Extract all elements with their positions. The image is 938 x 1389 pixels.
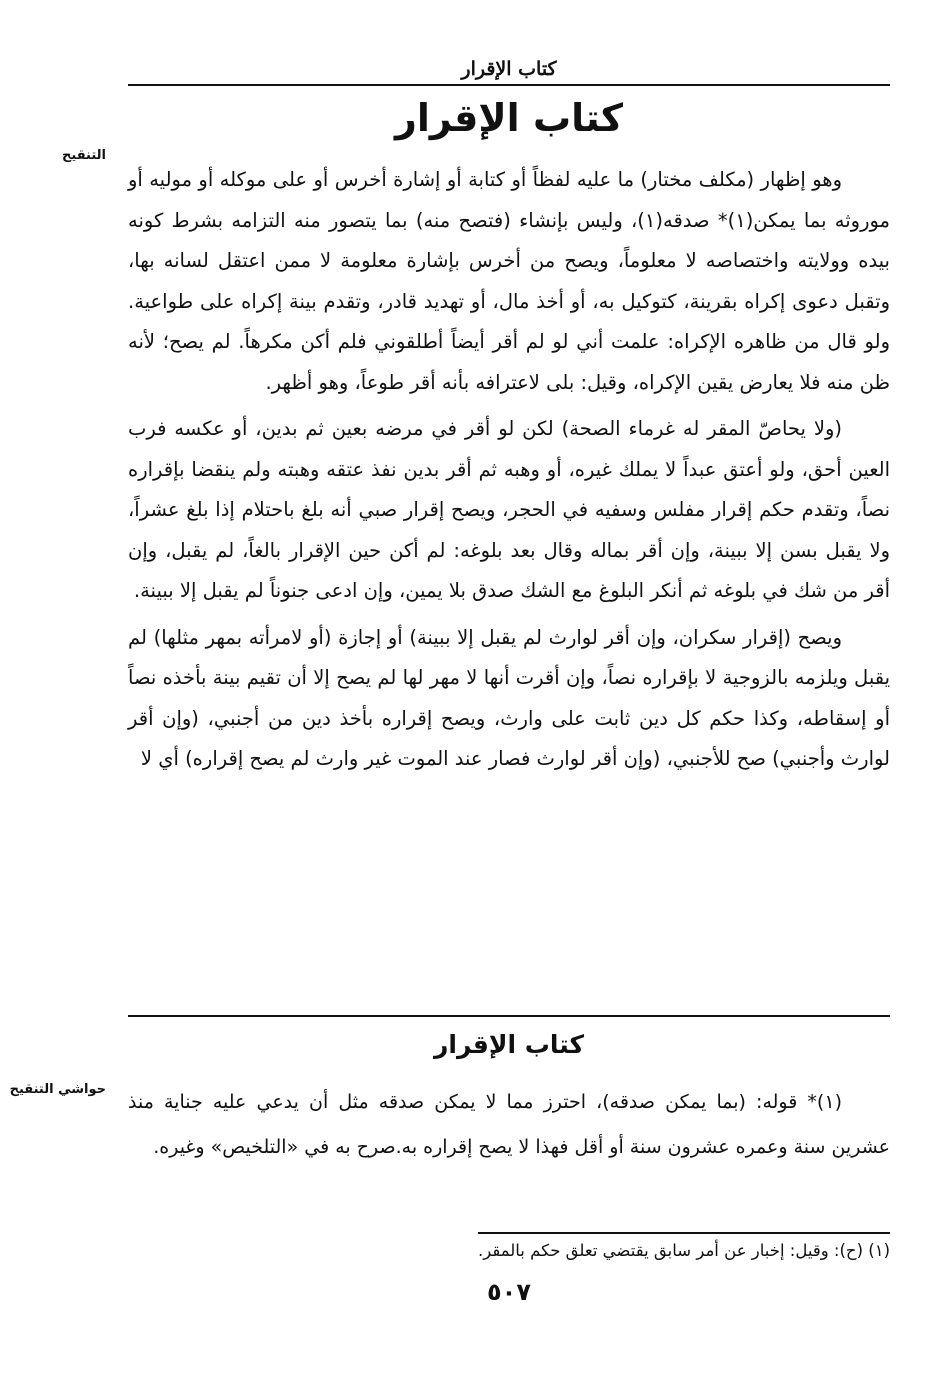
footnote: (١) (ح): وقيل: إخبار عن أمر سابق يقتضي تعلق حكم بالمقر. xyxy=(478,1241,890,1260)
paragraph-1: وهو إظهار (مكلف مختار) ما عليه لفظاً أو كتابة أو إشارة أخرس أو على موكله أو موليه أو موروثه بما يمكن(١)* صدقه(١)، وليس بإنشاء (فتصح منه) بما يتصور منه التزامه بشرط كونه بيده وولايته واختصاصه لا معلوماً، ويصح من أخرس بإشارة معلومة لا ممن اعتقل لسانه بها، وتقبل دعوى إكراه بقرينة، كتوكيل به، أو أخذ مال، أو تهديد قادر، وتقدم بينة إكراه على طواعية. ولو قال من ظاهره الإكراه: علمت أني لو لم أقر أيضاً أطلقوني فلم أكن مكرهاً. لم يصح؛ لأنه ظن منه فلا يعارض يقين الإكراه، وقيل: بلى لاعترافه بأنه أقر طوعاً، وهو أظهر. xyxy=(128,168,891,394)
notes-text xyxy=(128,1080,890,1176)
margin-label-notes: حواشي التنقيح xyxy=(9,1082,106,1097)
notes-paragraph: (١)* قوله: (بما يمكن صدقه)، احترز مما لا يمكن صدقه مثل أن يدعي عليه جناية منذ عشرين سنة وعمره عشرون سنة أو أقل فهذا لا يصح إقراره به.صرح به في «التلخيص» وغيره. xyxy=(128,1091,890,1158)
margin-label-main: التنقيح xyxy=(62,148,106,163)
page-number: ٥٠٧ xyxy=(487,1278,531,1306)
paragraph-3: ويصح (إقرار سكران، وإن أقر لوارث لم يقبل إلا ببينة) أو إجازة (أو لامرأته بمهر مثلها) لم يقبل ويلزمه بالزوجية لا بإقراره نصاً، وإن أقرت أنها لا مهر لها لم يصح إلا أن تقيم بينة بأخذه نصاً أو إسقاطه، وكذا حكم كل دين ثابت على وارث، ويصح إقراره بأخذ دين من أجنبي، (وإن أقر لوارث وأجنبي) صح للأجنبي، (وإن أقر لوارث فصار عند الموت غير وارث لم يصح إقراره) أي لا xyxy=(128,625,890,770)
section-divider xyxy=(128,1015,890,1017)
running-header: كتاب الإقرار xyxy=(461,58,557,80)
header-rule xyxy=(128,84,890,86)
main-text xyxy=(128,160,890,786)
notes-title: كتاب الإقرار xyxy=(433,1030,585,1059)
chapter-title: كتاب الإقرار xyxy=(394,96,624,140)
paragraph-2: (ولا يحاصّ المقر له غرماء الصحة) لكن لو أقر في مرضه بعين ثم بدين، أو عكسه فرب العين أحق، ولو أعتق عبداً لا يملك غيره، أو وهبه ثم أقر بدين نفذ عتقه وهبته ولم ينقضا بإقراره نصاً، وتقدم حكم إقرار مفلس وسفيه في الحجر، ويصح إقرار صبي أنه بلغ باحتلام إذا بلغ عشراً، ولا يقبل بسن إلا ببينة، وإن أقر بماله وقال بعد بلوغه: لم أكن حين الإقرار بالغاً، لم يقبل، وإن أقر من شك في بلوغه ثم أنكر البلوغ مع الشك صدق بلا يمين، وإن ادعى جنوناً لم يقبل إلا ببينة. xyxy=(128,417,890,602)
footnote-rule xyxy=(478,1232,890,1234)
